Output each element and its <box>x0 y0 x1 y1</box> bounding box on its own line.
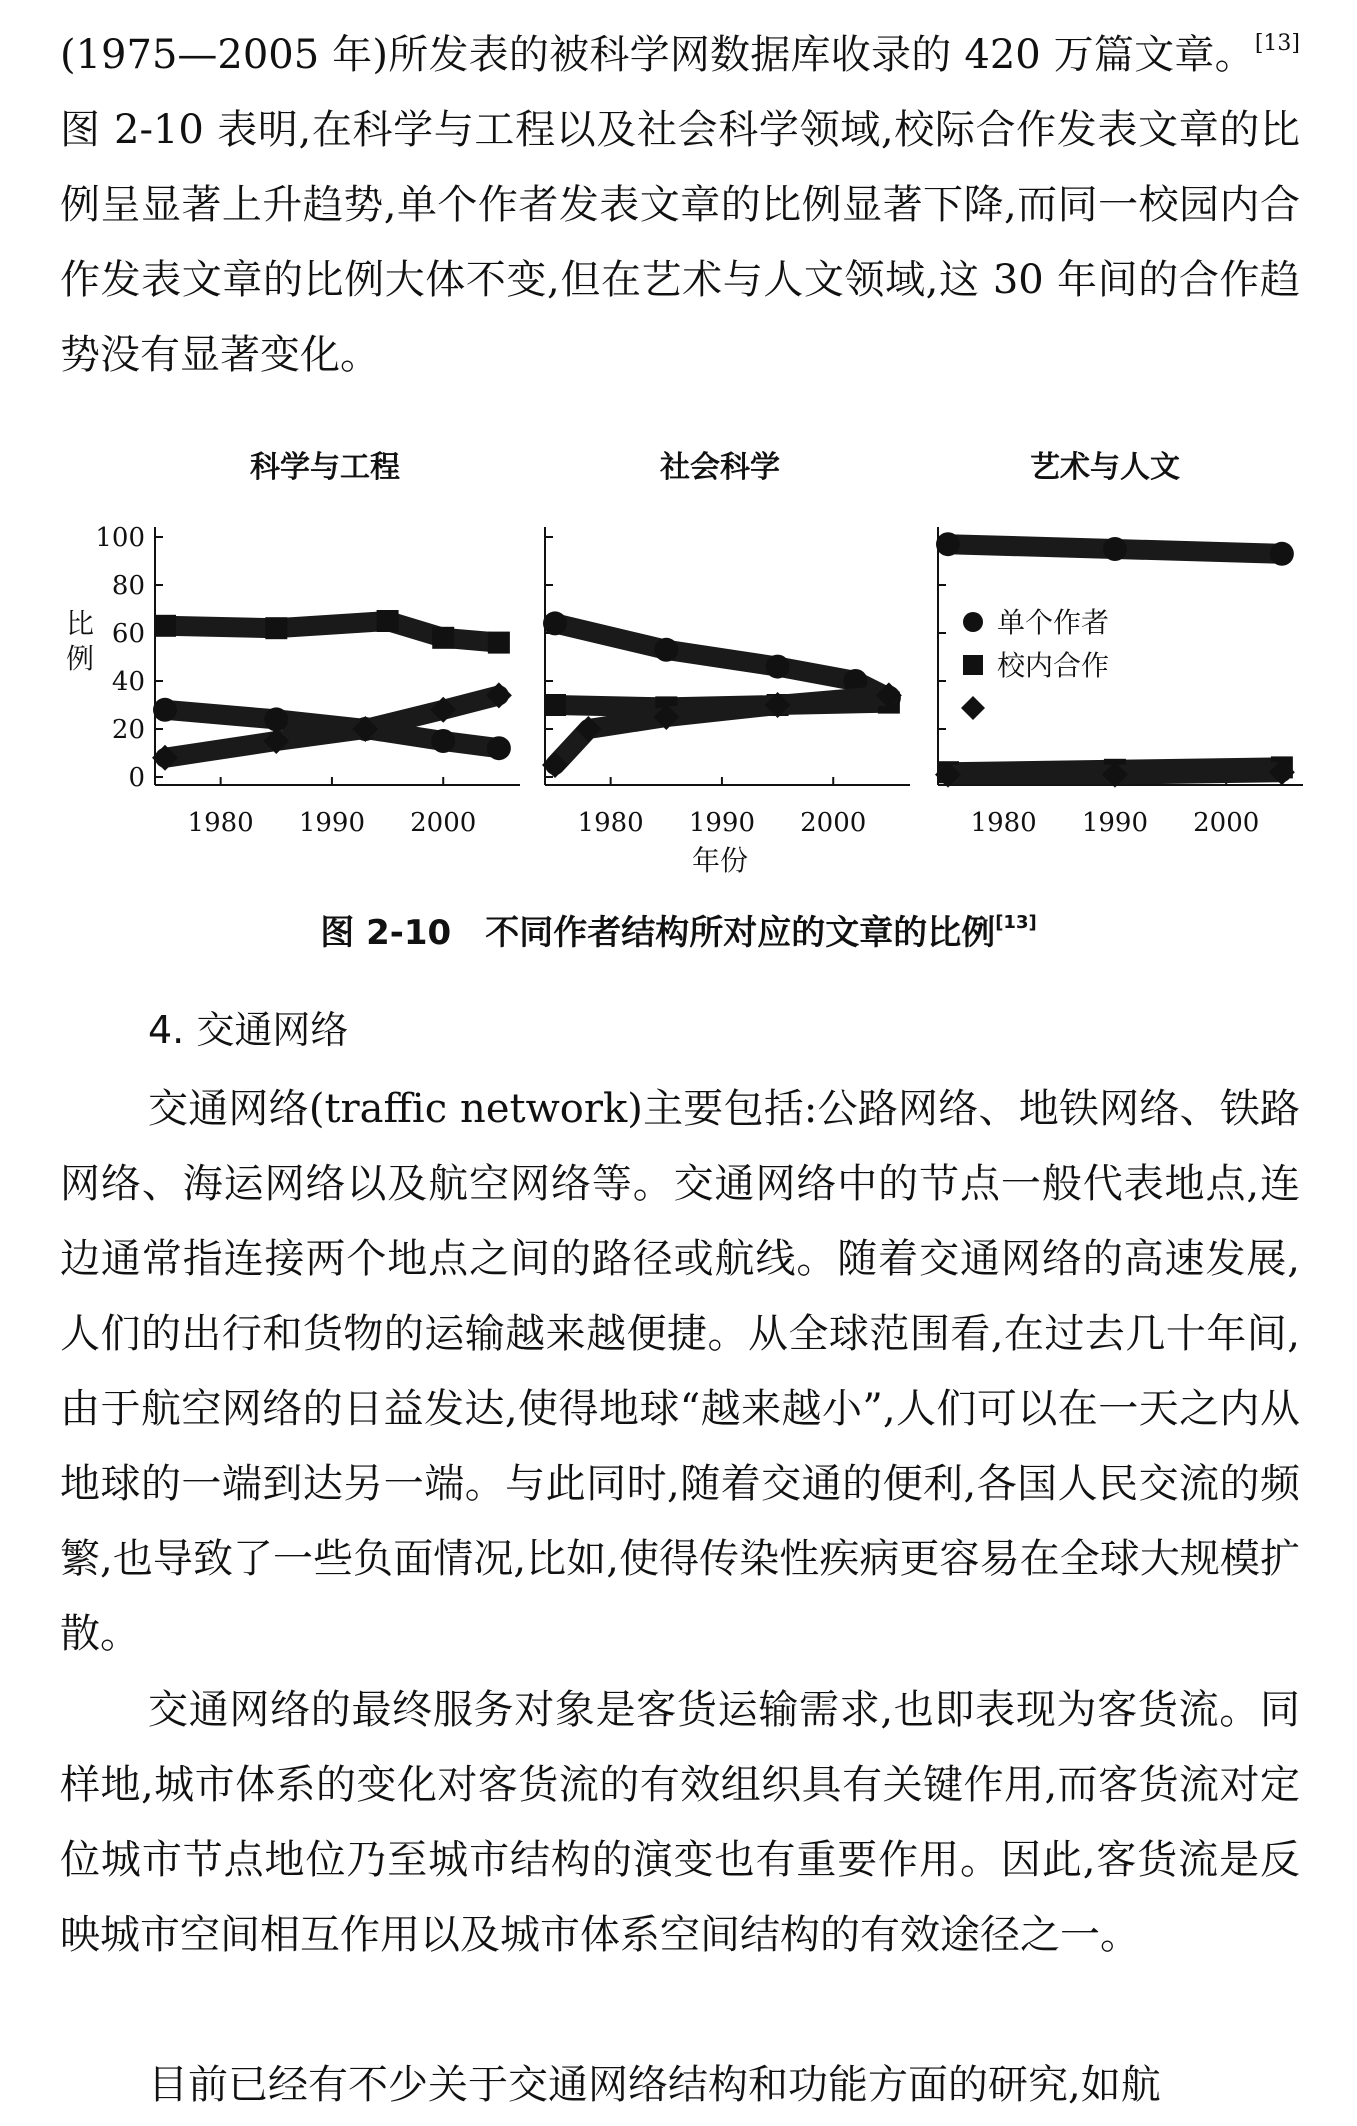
figure-caption <box>0 905 1357 954</box>
y-tick-label: 20 <box>111 715 145 745</box>
data-point <box>432 627 454 649</box>
y-axis-label-char: 例 <box>65 642 95 675</box>
legend-marker-circle <box>963 612 983 632</box>
citation-ref: [13] <box>1254 31 1300 56</box>
body-paragraph-2: 交通网络的最终服务对象是客货运输需求,也即表现为客货流。同样地,城市体系的变化对客货流的有效组织具有关键作用,而客货流对定位城市节点地位乃至城市结构的演变也有重要作用。因此,客货流是反映城市空间相互作用以及城市体系空间结构的有效途径之一。 <box>60 1687 1300 1958</box>
data-point <box>766 655 790 679</box>
series-line-circle <box>555 623 889 697</box>
y-tick-label: 80 <box>111 571 145 601</box>
body-paragraph-1: 交通网络(traffic network)主要包括:公路网络、地铁网络、铁路网络、海运网络以及航空网络等。交通网络中的节点一般代表地点,连边通常指连接两个地点之间的路径或航线。随着交通网络的高速发展,人们的出行和货物的运输越来越便捷。从全球范围看,在过去几十年间,由于航空网络的日益发达,使得地球“越来越小”,人们可以在一天之内从地球的一端到达另一端。与此同时,随着交通的便利,各国人民交流的频繁,也导致了一些负面情况,比如,使得传染性疾病更容易在全球大规模扩散。 <box>60 1086 1300 1657</box>
caption-number: 图 2-10 <box>320 913 452 953</box>
panel-title: 科学与工程 <box>250 450 400 485</box>
y-tick-label: 100 <box>95 523 145 553</box>
figure-2-10 <box>0 440 1357 940</box>
legend-label: 单个作者 <box>997 606 1110 639</box>
x-tick-label: 2000 <box>1193 808 1260 838</box>
caption-citation: [13] <box>995 912 1037 933</box>
data-point <box>936 532 960 556</box>
intro-text-continued: 图 2-10 表明,在科学与工程以及社会科学领域,校际合作发表文章的比例呈显著上升趋势,单个作者发表文章的比例显著下降,而同一校园内合作发表文章的比例大体不变,但在艺术与人文领域,这 30 年间的合作趋势没有显著变化。 <box>60 107 1300 378</box>
intro-text: (1975—2005 年)所发表的被科学网数据库收录的 420 万篇文章。 <box>60 32 1255 78</box>
y-axis-label-char: 比 <box>65 607 95 640</box>
panel-title: 艺术与人文 <box>1030 450 1180 485</box>
legend-label: 校内合作 <box>997 649 1110 682</box>
data-point <box>431 729 455 753</box>
x-tick-label: 1990 <box>298 808 366 838</box>
figure-charts <box>0 440 1357 910</box>
caption-text: 不同作者结构所对应的文章的比例 <box>485 913 996 953</box>
data-point <box>487 736 511 760</box>
data-point <box>654 638 678 662</box>
data-point <box>154 615 176 637</box>
data-point <box>1103 537 1127 561</box>
data-point <box>264 707 288 731</box>
x-tick-label: 1980 <box>187 808 254 838</box>
y-tick-label: 0 <box>128 763 145 793</box>
y-tick-label: 60 <box>111 619 145 649</box>
data-point <box>153 698 177 722</box>
intro-paragraph <box>60 18 1300 393</box>
data-point <box>543 611 567 635</box>
data-point <box>1270 542 1294 566</box>
data-point <box>377 610 399 632</box>
panel-title: 社会科学 <box>660 450 780 485</box>
section-heading: 4. 交通网络 <box>148 1008 349 1052</box>
data-point <box>488 632 510 654</box>
data-point <box>265 617 287 639</box>
x-tick-label: 1990 <box>688 808 756 838</box>
x-tick-label: 2000 <box>410 808 477 838</box>
body-paragraph-3: 目前已经有不少关于交通网络结构和功能方面的研究,如航 <box>148 2062 1161 2108</box>
legend-marker-square <box>963 655 983 675</box>
x-tick-label: 1990 <box>1081 808 1149 838</box>
data-point <box>544 694 566 716</box>
y-tick-label: 40 <box>111 667 145 697</box>
legend-marker-diamond <box>961 696 985 720</box>
x-tick-label: 1980 <box>970 808 1037 838</box>
x-axis-label: 年份 <box>691 844 749 877</box>
x-tick-label: 2000 <box>800 808 867 838</box>
x-tick-label: 1980 <box>577 808 644 838</box>
